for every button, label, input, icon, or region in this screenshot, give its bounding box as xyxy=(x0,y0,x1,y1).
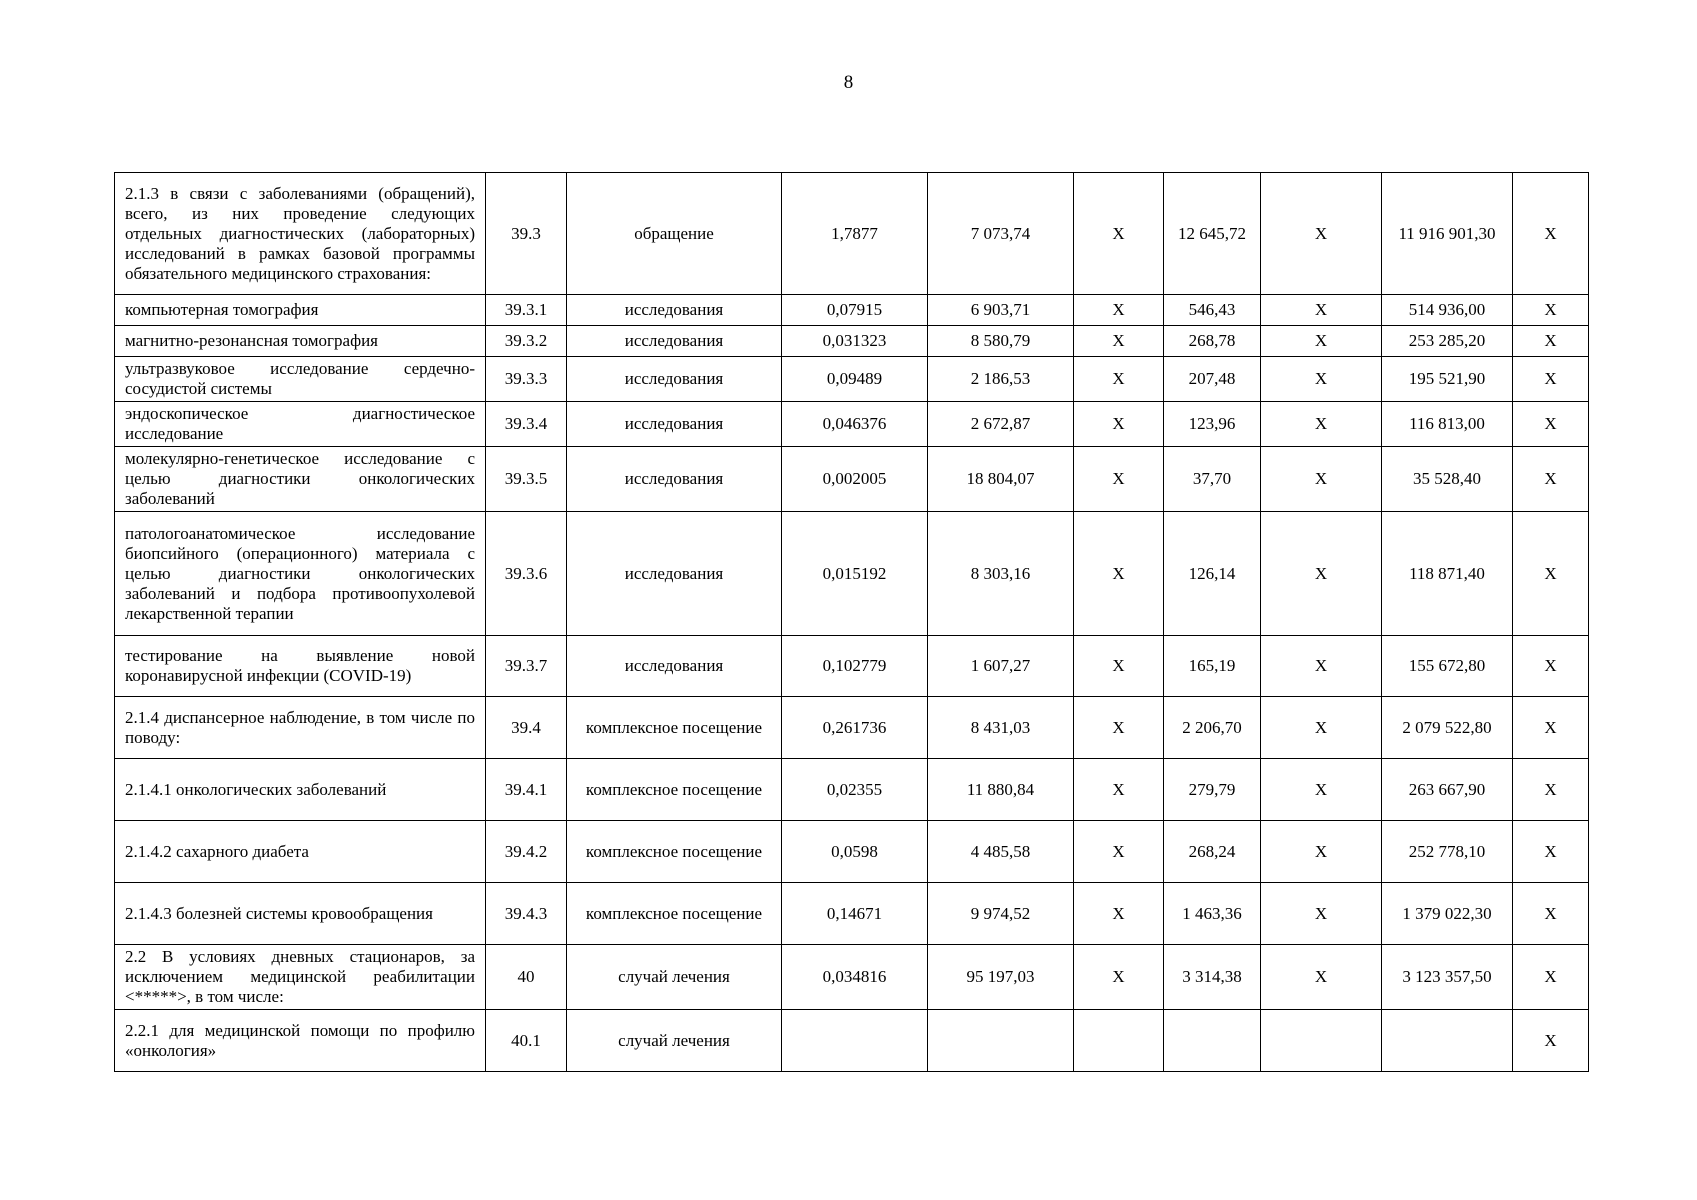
table-cell: 0,031323 xyxy=(782,326,928,357)
table-cell: 0,0598 xyxy=(782,821,928,883)
table-row xyxy=(115,1010,1589,1072)
table-row xyxy=(115,697,1589,759)
table-cell: 2 186,53 xyxy=(928,357,1074,402)
table-cell: 11 916 901,30 xyxy=(1382,173,1513,295)
table-cell: Х xyxy=(1074,357,1164,402)
table-cell: Х xyxy=(1513,759,1589,821)
table-cell: исследования xyxy=(567,326,782,357)
table-row xyxy=(115,883,1589,945)
table-cell: 0,14671 xyxy=(782,883,928,945)
table-cell: 118 871,40 xyxy=(1382,512,1513,636)
row-description: 2.2.1 для медицинской помощи по профилю «онкология» xyxy=(115,1010,486,1072)
data-table xyxy=(114,172,1589,1072)
table-cell xyxy=(1164,1010,1261,1072)
table-cell: 2 079 522,80 xyxy=(1382,697,1513,759)
table-cell: Х xyxy=(1074,636,1164,697)
table-cell: Х xyxy=(1074,945,1164,1010)
table-cell: 39.4 xyxy=(486,697,567,759)
table-cell: Х xyxy=(1513,402,1589,447)
row-description: молекулярно-генетическое исследование с целью диагностики онкологических заболеваний xyxy=(115,447,486,512)
table-cell: 95 197,03 xyxy=(928,945,1074,1010)
table-cell: 39.3.3 xyxy=(486,357,567,402)
table-cell: 546,43 xyxy=(1164,295,1261,326)
table-row xyxy=(115,357,1589,402)
table-cell: 1 607,27 xyxy=(928,636,1074,697)
table-cell: 2 672,87 xyxy=(928,402,1074,447)
table-cell: исследования xyxy=(567,512,782,636)
table-cell xyxy=(1382,1010,1513,1072)
table-cell: 40.1 xyxy=(486,1010,567,1072)
table-cell: Х xyxy=(1513,697,1589,759)
table-cell: исследования xyxy=(567,447,782,512)
table-cell: Х xyxy=(1261,636,1382,697)
table-body xyxy=(115,173,1589,1072)
table-cell: 18 804,07 xyxy=(928,447,1074,512)
table-cell: 39.3.7 xyxy=(486,636,567,697)
table-cell: 1,7877 xyxy=(782,173,928,295)
table-cell: обращение xyxy=(567,173,782,295)
table-cell: Х xyxy=(1261,883,1382,945)
table-cell: 4 485,58 xyxy=(928,821,1074,883)
table-cell: 39.4.1 xyxy=(486,759,567,821)
table-cell: исследования xyxy=(567,636,782,697)
table-cell: 39.4.2 xyxy=(486,821,567,883)
table-cell: 1 379 022,30 xyxy=(1382,883,1513,945)
table-cell: Х xyxy=(1074,447,1164,512)
table-cell: Х xyxy=(1261,326,1382,357)
row-description: ультразвуковое исследование сердечно-сосудистой системы xyxy=(115,357,486,402)
table-cell: 8 303,16 xyxy=(928,512,1074,636)
table-cell: 0,07915 xyxy=(782,295,928,326)
row-description: 2.1.3 в связи с заболеваниями (обращений), всего, из них проведение следующих отдельных диагностических (лабораторных) исследований в рамках базовой программы обязательного медицинского страхования: xyxy=(115,173,486,295)
table-cell: 37,70 xyxy=(1164,447,1261,512)
table-cell: 3 123 357,50 xyxy=(1382,945,1513,1010)
table-cell: Х xyxy=(1074,326,1164,357)
table-cell: Х xyxy=(1261,512,1382,636)
table-cell: Х xyxy=(1513,945,1589,1010)
table-cell: Х xyxy=(1513,357,1589,402)
table-cell: Х xyxy=(1261,945,1382,1010)
page-number: 8 xyxy=(843,72,854,93)
table-cell: 207,48 xyxy=(1164,357,1261,402)
table-cell: Х xyxy=(1074,697,1164,759)
table-cell: 116 813,00 xyxy=(1382,402,1513,447)
table-cell: 39.3.5 xyxy=(486,447,567,512)
table-cell xyxy=(1261,1010,1382,1072)
table-cell: 8 580,79 xyxy=(928,326,1074,357)
table-row xyxy=(115,945,1589,1010)
table-cell: 195 521,90 xyxy=(1382,357,1513,402)
table-cell: 12 645,72 xyxy=(1164,173,1261,295)
row-description: 2.1.4 диспансерное наблюдение, в том числе по поводу: xyxy=(115,697,486,759)
table-cell: Х xyxy=(1261,447,1382,512)
table-cell: 7 073,74 xyxy=(928,173,1074,295)
row-description: патологоанатомическое исследование биопсийного (операционного) материала с целью диагностики онкологических заболеваний и подбора противоопухолевой лекарственной терапии xyxy=(115,512,486,636)
table-cell: 126,14 xyxy=(1164,512,1261,636)
table-cell: исследования xyxy=(567,357,782,402)
table-cell: 11 880,84 xyxy=(928,759,1074,821)
table-cell: 263 667,90 xyxy=(1382,759,1513,821)
table-cell: случай лечения xyxy=(567,945,782,1010)
table-cell: Х xyxy=(1513,512,1589,636)
table-cell: 155 672,80 xyxy=(1382,636,1513,697)
row-description: 2.1.4.3 болезней системы кровообращения xyxy=(115,883,486,945)
table-cell: 123,96 xyxy=(1164,402,1261,447)
table-cell: Х xyxy=(1261,402,1382,447)
table-cell: Х xyxy=(1513,883,1589,945)
row-description: магнитно-резонансная томография xyxy=(115,326,486,357)
table-cell: Х xyxy=(1261,173,1382,295)
table-cell: Х xyxy=(1261,759,1382,821)
table-cell: 1 463,36 xyxy=(1164,883,1261,945)
table-cell: 0,02355 xyxy=(782,759,928,821)
table-cell: исследования xyxy=(567,402,782,447)
table-cell: 514 936,00 xyxy=(1382,295,1513,326)
table-cell: случай лечения xyxy=(567,1010,782,1072)
table-cell: Х xyxy=(1074,173,1164,295)
table-cell: Х xyxy=(1513,173,1589,295)
table-cell: 252 778,10 xyxy=(1382,821,1513,883)
table-cell: 39.3.6 xyxy=(486,512,567,636)
table-cell: 279,79 xyxy=(1164,759,1261,821)
row-description: компьютерная томография xyxy=(115,295,486,326)
table-cell: 6 903,71 xyxy=(928,295,1074,326)
table-cell: 268,78 xyxy=(1164,326,1261,357)
table-cell: Х xyxy=(1261,357,1382,402)
row-description: эндоскопическое диагностическое исследование xyxy=(115,402,486,447)
table-cell: 0,002005 xyxy=(782,447,928,512)
table-cell: 39.4.3 xyxy=(486,883,567,945)
table-row xyxy=(115,636,1589,697)
table-cell: 0,102779 xyxy=(782,636,928,697)
table-cell: 3 314,38 xyxy=(1164,945,1261,1010)
table-cell: 268,24 xyxy=(1164,821,1261,883)
table-cell: 0,09489 xyxy=(782,357,928,402)
table-cell: 2 206,70 xyxy=(1164,697,1261,759)
table-row xyxy=(115,295,1589,326)
table-cell: комплексное посещение xyxy=(567,759,782,821)
table-cell: Х xyxy=(1513,821,1589,883)
table-cell: 40 xyxy=(486,945,567,1010)
table-cell xyxy=(782,1010,928,1072)
table-cell: 165,19 xyxy=(1164,636,1261,697)
table-cell: комплексное посещение xyxy=(567,883,782,945)
table-cell: Х xyxy=(1074,821,1164,883)
table-cell: 39.3.1 xyxy=(486,295,567,326)
table-row xyxy=(115,512,1589,636)
table-cell: 39.3 xyxy=(486,173,567,295)
table-cell: Х xyxy=(1074,883,1164,945)
row-description: 2.1.4.2 сахарного диабета xyxy=(115,821,486,883)
table-cell: 0,015192 xyxy=(782,512,928,636)
table-row xyxy=(115,173,1589,295)
table-cell: 35 528,40 xyxy=(1382,447,1513,512)
table-cell: Х xyxy=(1074,295,1164,326)
table-row xyxy=(115,326,1589,357)
table-row xyxy=(115,759,1589,821)
table-cell: 39.3.2 xyxy=(486,326,567,357)
table-cell: Х xyxy=(1513,447,1589,512)
table-row xyxy=(115,447,1589,512)
table-cell: 0,261736 xyxy=(782,697,928,759)
table-cell: 0,046376 xyxy=(782,402,928,447)
table-cell: комплексное посещение xyxy=(567,821,782,883)
table-cell: 9 974,52 xyxy=(928,883,1074,945)
table-cell xyxy=(1074,1010,1164,1072)
table-cell: Х xyxy=(1261,697,1382,759)
row-description: 2.1.4.1 онкологических заболеваний xyxy=(115,759,486,821)
table-cell: Х xyxy=(1261,821,1382,883)
table-cell: 39.3.4 xyxy=(486,402,567,447)
table-row xyxy=(115,402,1589,447)
table-cell: 0,034816 xyxy=(782,945,928,1010)
table-cell: Х xyxy=(1513,1010,1589,1072)
table-cell xyxy=(928,1010,1074,1072)
table-cell: Х xyxy=(1074,512,1164,636)
table-cell: Х xyxy=(1074,402,1164,447)
row-description: тестирование на выявление новой коронавирусной инфекции (COVID-19) xyxy=(115,636,486,697)
table-cell: Х xyxy=(1074,759,1164,821)
table-cell: Х xyxy=(1513,326,1589,357)
row-description: 2.2 В условиях дневных стационаров, за исключением медицинской реабилитации <*****>, в том числе: xyxy=(115,945,486,1010)
table-cell: Х xyxy=(1513,636,1589,697)
table-row xyxy=(115,821,1589,883)
table-cell: 253 285,20 xyxy=(1382,326,1513,357)
table-cell: 8 431,03 xyxy=(928,697,1074,759)
table-cell: Х xyxy=(1513,295,1589,326)
table-cell: Х xyxy=(1261,295,1382,326)
table-cell: комплексное посещение xyxy=(567,697,782,759)
table-cell: исследования xyxy=(567,295,782,326)
